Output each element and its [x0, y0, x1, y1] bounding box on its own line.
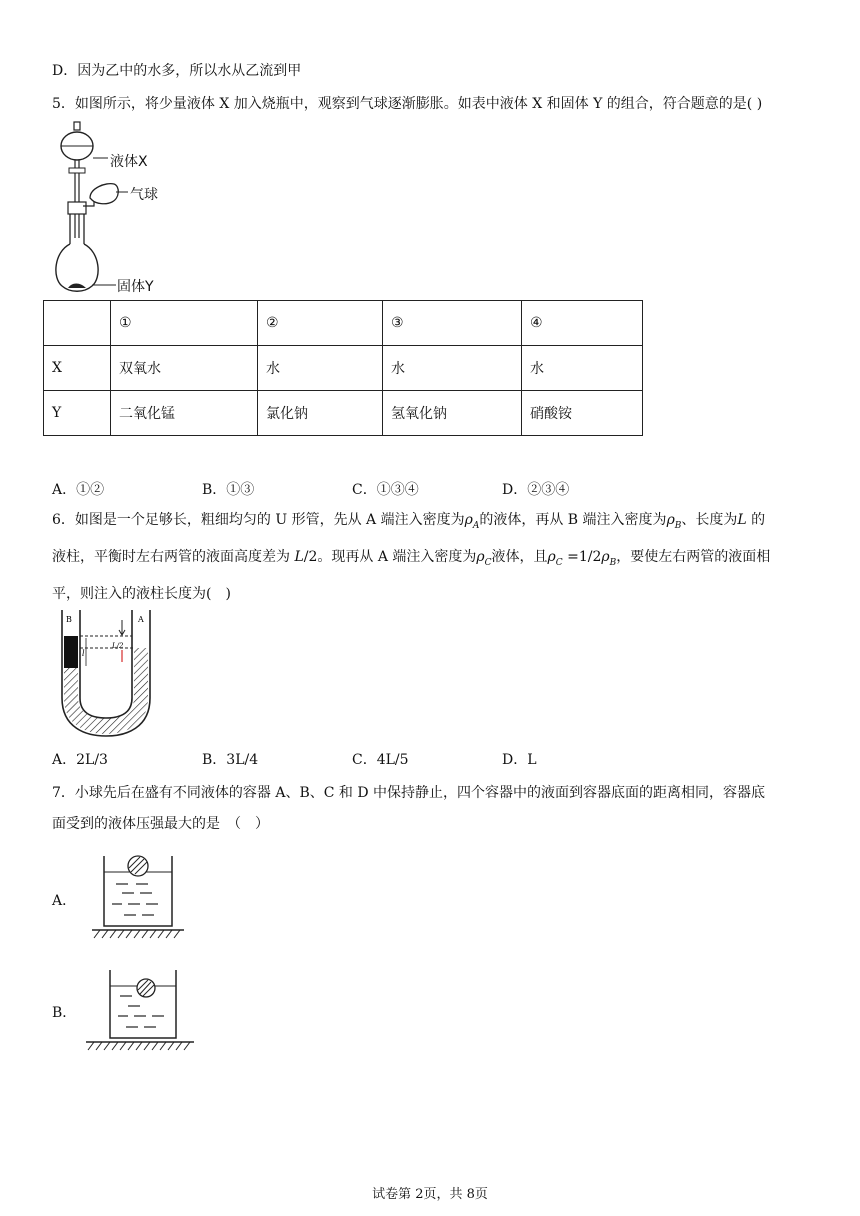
q5-option-c: C．①③④ — [352, 482, 419, 498]
table-cell: 水 — [258, 346, 383, 391]
table-cell — [44, 301, 111, 346]
text: =1/2 — [562, 548, 602, 565]
table-header-row — [44, 301, 643, 346]
text: 、长度为 — [681, 512, 738, 528]
subscript-a: A — [472, 520, 480, 531]
rho-symbol: ρ — [666, 512, 675, 528]
table-cell: 硝酸铵 — [522, 391, 643, 436]
text: 液柱，平衡时左右两管的液面高度差为 — [52, 548, 295, 565]
table-row — [44, 346, 643, 391]
text: 6．如图是一个足够长，粗细均匀的 U 形管，先从 A 端注入密度为 — [52, 512, 465, 528]
tube-label-a: A — [138, 615, 144, 624]
container-b-figure — [84, 966, 196, 1056]
text: 的 — [746, 512, 766, 528]
text: ，要使左右两管的液面相 — [616, 548, 771, 565]
q5-table — [43, 300, 643, 436]
rho-symbol: ρ — [464, 512, 473, 528]
tube-label-b: B — [66, 615, 72, 624]
q6-option-c: C．4L/5 — [352, 752, 409, 768]
subscript-c: C — [555, 557, 563, 568]
page-footer: 试卷第 2页，共 8页 — [372, 1187, 488, 1202]
table-row — [44, 391, 643, 436]
table-cell: X — [44, 346, 111, 391]
q6-stem — [52, 505, 812, 610]
q7-stem-line2: 面受到的液体压强最大的是 （ ） — [52, 816, 269, 832]
flask-balloon-figure — [50, 118, 180, 298]
tube-label-l: l — [82, 649, 85, 658]
label-liquid-x: 液体X — [110, 154, 148, 170]
table-cell: ② — [258, 301, 383, 346]
length-symbol: L — [737, 512, 747, 528]
q6-option-d: D．L — [502, 752, 537, 768]
q6-option-b: B．3L/4 — [202, 752, 259, 768]
q7-stem-line1: 7．小球先后在盛有不同液体的容器 A、B、C 和 D 中保持静止，四个容器中的液面到容器底面的距离相同，容器底 — [52, 785, 766, 801]
rho-symbol: ρ — [476, 548, 485, 565]
rho-symbol: ρ — [547, 548, 556, 565]
text: /2。现再从 A 端注入密度为 — [303, 548, 477, 565]
table-cell: Y — [44, 391, 111, 436]
subscript-c: C — [484, 557, 492, 568]
table-cell: ③ — [383, 301, 522, 346]
q5-option-a: A．①② — [52, 482, 105, 498]
subscript-b: B — [609, 557, 617, 568]
container-a-figure — [88, 852, 188, 942]
u-tube-figure — [58, 608, 158, 738]
q7-option-b: B． — [52, 1005, 77, 1021]
label-solid-y: 固体Y — [117, 279, 154, 295]
table-cell: 水 — [522, 346, 643, 391]
q7-option-a: A． — [52, 893, 77, 909]
table-cell: 氢氧化钠 — [383, 391, 522, 436]
table-cell: ④ — [522, 301, 643, 346]
q6-line3: 平，则注入的液柱长度为( ) — [52, 585, 231, 602]
table-cell: 双氧水 — [111, 346, 258, 391]
tube-label-l2: L/2 — [112, 642, 124, 650]
q5-option-d: D．②③④ — [502, 482, 570, 498]
text: 液体，且 — [491, 548, 548, 565]
table-cell: 水 — [383, 346, 522, 391]
q5-option-b: B．①③ — [202, 482, 255, 498]
rho-symbol: ρ — [601, 548, 610, 565]
q6-line1 — [52, 505, 812, 542]
q5-stem: 5．如图所示，将少量液体 X 加入烧瓶中，观察到气球逐渐膨胀。如表中液体 X 和固体 Y 的组合，符合题意的是( ) — [52, 96, 763, 112]
q6-option-a: A．2L/3 — [52, 752, 108, 768]
subscript-b: B — [674, 520, 682, 531]
table-cell: 氯化钠 — [258, 391, 383, 436]
label-balloon: 气球 — [130, 187, 158, 203]
table-cell: ① — [111, 301, 258, 346]
text: 的液体，再从 B 端注入密度为 — [479, 512, 667, 528]
q6-line2 — [52, 542, 812, 579]
table-cell: 二氧化锰 — [111, 391, 258, 436]
length-symbol: L — [294, 548, 304, 565]
q4-option-d: D．因为乙中的水多，所以水从乙流到甲 — [52, 63, 302, 79]
